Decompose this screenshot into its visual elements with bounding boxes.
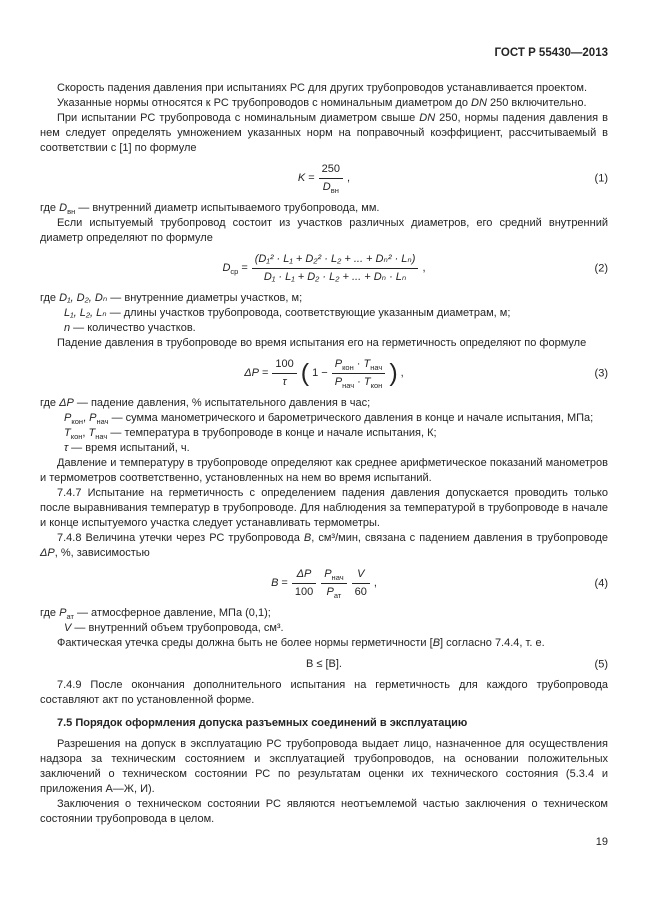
- variable: B: [303, 532, 312, 544]
- definition-line: [64, 426, 608, 441]
- text-run: Фактическая утечка среды должна быть не более нормы герметичности [: [57, 637, 433, 649]
- text-run: — длины участков трубопровода, соответствующие указанным диаметрам, м;: [106, 307, 511, 319]
- variable: D₁, D₂, Dₙ: [59, 292, 108, 304]
- equation-number: (3): [594, 367, 608, 379]
- equation-number: (2): [594, 262, 608, 274]
- definition-line: [64, 411, 608, 426]
- numerator: 100: [272, 357, 296, 374]
- denominator: 100: [294, 586, 314, 598]
- variable: ΔP: [59, 397, 74, 409]
- paragraph: [40, 111, 608, 156]
- text-run: ,: [400, 367, 404, 379]
- denominator: [332, 374, 386, 390]
- numerator: [321, 567, 346, 584]
- variable: P: [89, 412, 97, 424]
- variable: DN: [471, 97, 487, 109]
- text-run: где: [40, 397, 60, 409]
- definition-line: [64, 306, 608, 321]
- equation-5: [40, 657, 608, 672]
- subscript: нач: [370, 363, 383, 373]
- paragraph-7-4-7: 7.4.7 Испытание на герметичность с определением падения давления допускается проводить только после выравнивания температур в трубопроводе. Для наблюдения за температурой в трубопроводе в начале и конце испытуемого участка следует устанавливать термометры.: [40, 487, 608, 529]
- numerator: [292, 567, 316, 584]
- subscript: ат: [333, 591, 342, 601]
- variable: T: [88, 427, 96, 439]
- variable: τ: [64, 442, 69, 454]
- variable: B: [271, 577, 279, 589]
- definition-line: [40, 606, 608, 621]
- document-header: ГОСТ Р 55430—2013: [494, 47, 608, 59]
- variable: K: [297, 172, 306, 184]
- fraction: [319, 162, 343, 195]
- open-paren: (: [300, 359, 310, 387]
- subscript: нач: [95, 432, 108, 442]
- text-run: — сумма манометрического и барометрического давления в конце и начале испытания, МПа;: [108, 412, 594, 424]
- subscript: вн: [67, 207, 76, 217]
- variable: V: [357, 568, 365, 580]
- paragraph: [40, 636, 608, 651]
- denominator: 60: [354, 586, 367, 598]
- subscript: ат: [66, 612, 74, 622]
- text-run: — падение давления, % испытательного давления в час;: [73, 397, 371, 409]
- denominator: [252, 269, 419, 285]
- subscript: нач: [331, 573, 344, 583]
- paragraph: [40, 96, 608, 111]
- text-run: — время испытаний, ч.: [68, 442, 190, 454]
- dot-operator: ·: [354, 376, 364, 388]
- text-run: — внутренний объем трубопровода, см³.: [71, 622, 284, 634]
- variable: D₁ · L₁ + D₂ · L₂ + ... + Dₙ · Lₙ: [263, 271, 407, 283]
- equals-sign: =: [261, 367, 269, 379]
- equation-1: [40, 162, 608, 195]
- numerator: [332, 357, 386, 374]
- text-run: 7.4.8 Величина утечки через РС трубопровода: [57, 532, 304, 544]
- numerator: [352, 567, 370, 584]
- numerator: [252, 252, 419, 269]
- text-run: — внутренние диаметры участков, м;: [107, 292, 303, 304]
- equation-number: (1): [594, 172, 608, 184]
- text-run: 250, нормы падения давления в нем следует определять умножением указанных норм на поправочный коэффициент, рассчитываемый в соответствии с [1] по формуле: [40, 112, 608, 154]
- text-run: ,: [83, 412, 90, 424]
- text-run: Указанные нормы относятся к РС трубопроводов с номинальным диаметром до: [57, 97, 472, 109]
- text-run: ,: [347, 172, 351, 184]
- variable: P: [334, 376, 343, 388]
- subscript: кон: [370, 381, 383, 391]
- equation-number: (5): [594, 658, 608, 671]
- equals-sign: =: [241, 262, 248, 274]
- equals-sign: =: [308, 172, 315, 184]
- variable: P: [64, 412, 72, 424]
- text-run: При испытании РС трубопровода с номинальным диаметром свыше: [57, 112, 420, 124]
- variable: P: [334, 358, 343, 370]
- definition-line: [40, 201, 608, 216]
- text-run: где: [40, 292, 60, 304]
- text-run: где: [40, 607, 60, 619]
- text-run: — внутренний диаметр испытываемого трубопровода, мм.: [75, 202, 380, 214]
- variable: T: [363, 358, 371, 370]
- section-heading-7-5: 7.5 Порядок оформления допуска разъемных соединений в эксплуатацию: [57, 717, 468, 730]
- definition-line: [64, 321, 608, 336]
- variable: V: [64, 622, 72, 634]
- text-run: ,: [82, 427, 89, 439]
- close-paren: ): [389, 359, 398, 387]
- paragraph: Заключения о техническом состоянии РС являются неотъемлемой частью заключения о техническом состоянии трубопровода в целом.: [40, 798, 608, 826]
- paragraph-7-4-8: [40, 531, 608, 561]
- paragraph: Если испытуемый трубопровод состоит из участков различных диаметров, его средний внутренний диаметр определяют по формуле: [40, 217, 608, 244]
- text-run: — количество участков.: [70, 322, 196, 334]
- text-run: — температура в трубопроводе в конце и начале испытания, К;: [107, 427, 437, 439]
- paragraph: Разрешения на допуск в эксплуатацию РС трубопровода выдает лицо, назначенное для осуществления надзора за техническим состоянием и эксплуатацией трубопроводов, на основании положительных заключений о техническом состоянии РС по результатам оценки их технического состояния (5.3.4 и приложения А—Ж, И).: [40, 738, 608, 796]
- text-run: 1 −: [312, 367, 328, 379]
- text-run: , см³/мин, связана с падением давления в трубопроводе: [311, 532, 608, 544]
- text-run: ,: [422, 262, 426, 274]
- subscript: нач: [96, 417, 109, 427]
- page-content: [40, 46, 608, 850]
- definition-line: [40, 396, 608, 411]
- variable: L₁, L₂, Lₙ: [64, 307, 107, 319]
- fraction: [321, 567, 346, 600]
- text-run: В ≤ [В].: [306, 658, 342, 670]
- equation-number: (4): [594, 577, 608, 589]
- variable: n: [64, 322, 71, 334]
- text-run: ,: [373, 577, 377, 589]
- subscript: вн: [330, 186, 339, 196]
- variable: ΔP: [244, 367, 259, 379]
- variable: B: [432, 637, 441, 649]
- variable: τ: [282, 376, 287, 388]
- variable: D: [322, 181, 331, 193]
- numerator: 250: [319, 162, 343, 179]
- fraction: [332, 357, 386, 390]
- page-number: 19: [595, 836, 608, 849]
- variable: P: [326, 586, 334, 598]
- definition-line: [40, 291, 608, 306]
- dot-operator: ·: [353, 358, 364, 370]
- paragraph: Скорость падения давления при испытаниях РС для других трубопроводов устанавливается проектом.: [57, 82, 587, 94]
- variable: [222, 261, 238, 276]
- variable: ΔP: [40, 547, 55, 559]
- definition-line: [64, 621, 608, 636]
- subscript: кон: [342, 363, 354, 373]
- fraction: [252, 252, 419, 285]
- text-run: где: [40, 202, 60, 214]
- variable: T: [64, 427, 71, 439]
- variable: (D₁² · L₁ + D₂² · L₂ + ... + Dₙ² · Lₙ): [254, 253, 416, 265]
- subscript: ср: [230, 267, 239, 277]
- paragraph-7-4-9: 7.4.9 После окончания дополнительного испытания на герметичность для каждого трубопровода составляют акт по установленной форме.: [40, 679, 608, 707]
- fraction: [352, 567, 370, 600]
- paragraph: Падение давления в трубопроводе во время испытания его на герметичность определяют по формуле: [57, 337, 587, 349]
- text-run: 250 включительно.: [486, 97, 587, 109]
- equation-4: [40, 567, 608, 600]
- definition-line: [64, 441, 608, 456]
- subscript: кон: [71, 417, 84, 427]
- equation-3: [40, 357, 608, 390]
- equals-sign: =: [281, 577, 288, 589]
- variable: D: [59, 202, 68, 214]
- subscript: нач: [342, 381, 355, 391]
- variable: P: [59, 607, 67, 619]
- variable: ΔP: [296, 568, 312, 580]
- variable: DN: [419, 112, 436, 124]
- equation-2: [40, 252, 608, 285]
- denominator: [319, 179, 343, 195]
- text-run: ] согласно 7.4.4, т. е.: [440, 637, 545, 649]
- fraction: [292, 567, 316, 600]
- text-run: , %, зависимостью: [54, 547, 150, 559]
- paragraph: Давление и температуру в трубопроводе определяют как среднее арифметическое показаний манометров и термометров соответственно, установленных на нем во время испытаний.: [40, 457, 608, 484]
- text-run: — атмосферное давление, МПа (0,1);: [73, 607, 271, 619]
- subscript: кон: [70, 432, 83, 442]
- variable: P: [324, 568, 332, 580]
- fraction: [272, 357, 296, 390]
- variable: T: [363, 376, 371, 388]
- denominator: [321, 584, 346, 600]
- variable: D: [222, 262, 231, 274]
- denominator: [272, 374, 296, 390]
